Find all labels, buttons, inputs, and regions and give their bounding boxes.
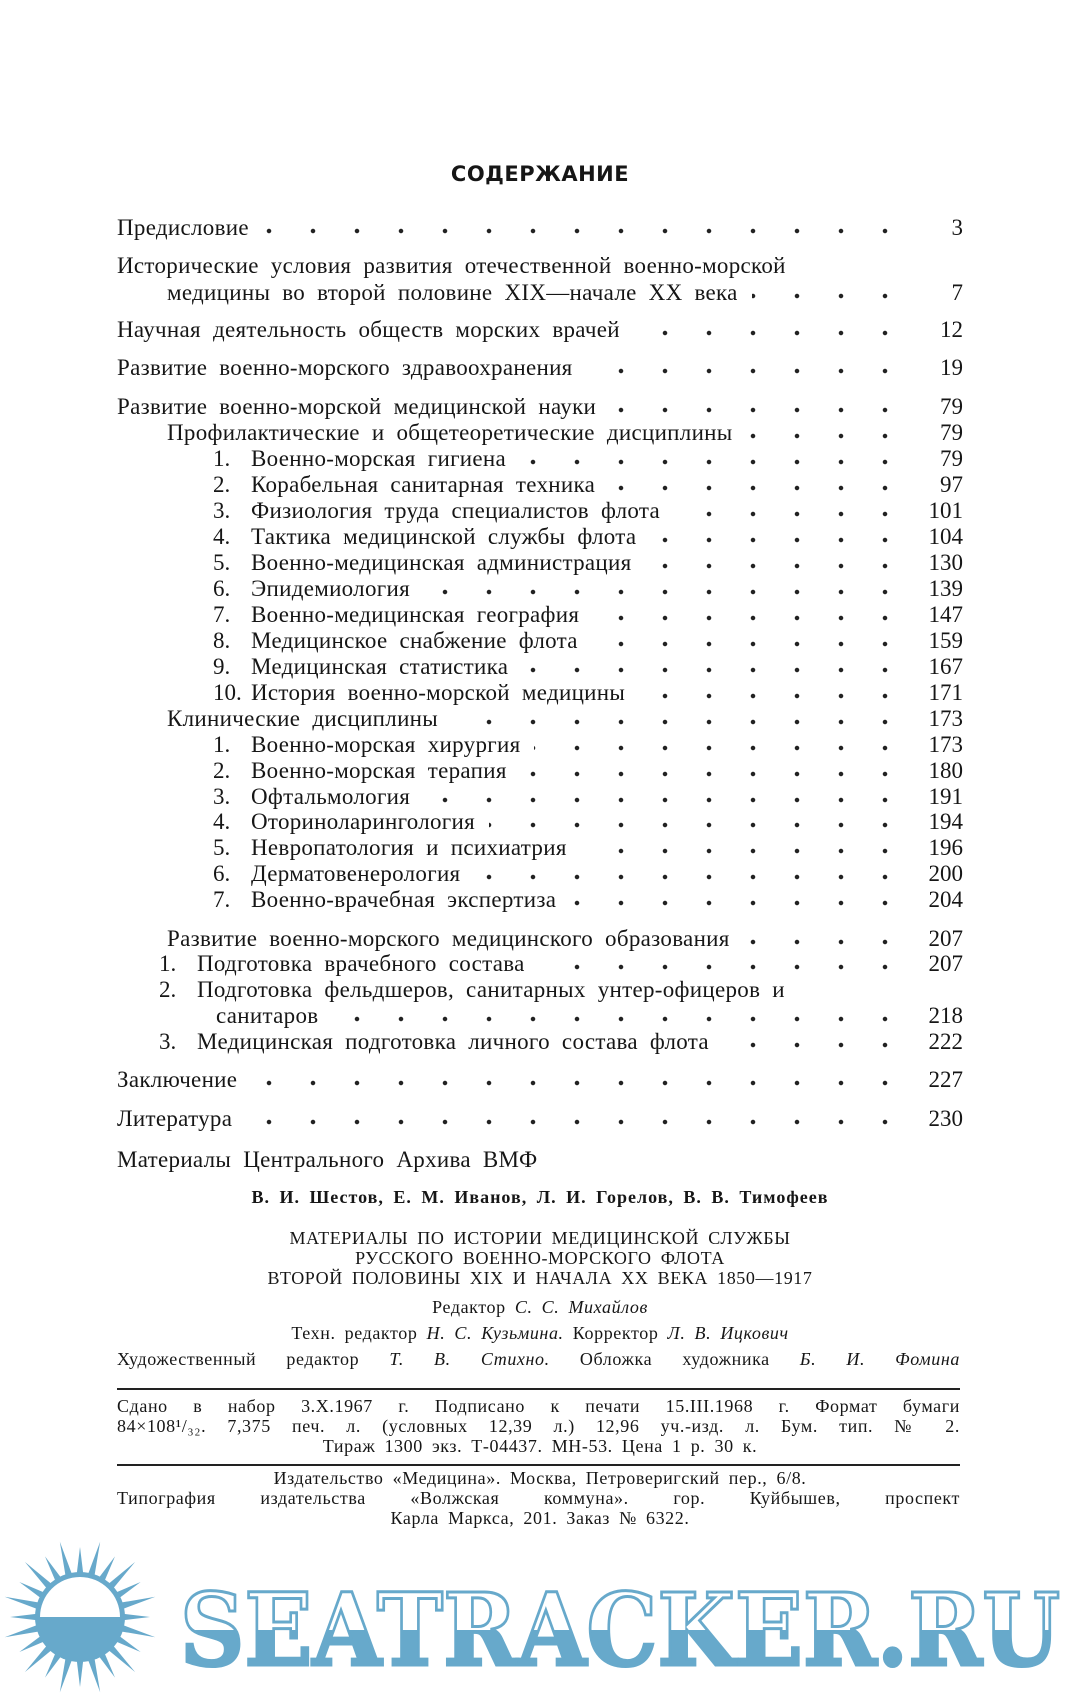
toc-entry <box>0 810 1080 834</box>
toc-entry-title: Военно-морская хирургия <box>251 732 521 757</box>
dot-leader <box>581 836 911 860</box>
dot-leader <box>332 1004 911 1028</box>
editor-line <box>0 1298 1080 1317</box>
toc-entry <box>0 681 1080 705</box>
dot-leader <box>587 356 911 380</box>
art-editor-line <box>117 1350 960 1369</box>
toc-entry <box>0 862 1080 886</box>
toc-entry <box>0 655 1080 679</box>
toc-entry-number: 6. <box>213 576 231 601</box>
dot-leader <box>646 551 911 575</box>
toc-entry-page: 7 <box>951 280 963 305</box>
toc-entry-title: медицины во второй половине XIX—начале XX века <box>167 280 738 305</box>
toc-entry-page: 159 <box>928 628 963 653</box>
dot-leader <box>570 888 911 912</box>
print-line: Тираж 1300 экз. Т-04437. МН-53. Цена 1 р. 30 к. <box>322 1436 758 1456</box>
dot-leader <box>539 952 911 976</box>
toc-entry-page: 191 <box>928 784 963 809</box>
toc-entry-page: 200 <box>928 861 963 886</box>
corrector-name: Л. В. Ицкович <box>667 1323 789 1343</box>
toc-entry-title: Научная деятельность обществ морских врачей <box>117 317 620 342</box>
toc-entry <box>0 927 1080 951</box>
toc-entry <box>0 888 1080 912</box>
seatracker-watermark <box>0 1535 1080 1695</box>
art-editor-name: Т. В. Стихно. <box>389 1349 550 1369</box>
toc-entry-title: Эпидемиология <box>251 576 410 601</box>
cover-label: Обложка художника <box>579 1349 770 1369</box>
toc-entry-title: Развитие военно-морского здравоохранения <box>117 355 573 380</box>
dot-leader <box>634 318 911 342</box>
toc-entry <box>0 577 1080 601</box>
toc-entry <box>0 978 1080 1002</box>
toc-entry-title: Корабельная санитарная техника <box>251 472 596 497</box>
toc-entry <box>0 356 1080 380</box>
toc-entry-page: 3 <box>951 215 963 240</box>
toc-title: СОДЕРЖАНИЕ <box>450 162 630 186</box>
toc-entry-page: 19 <box>940 355 963 380</box>
toc-entry-page: 79 <box>940 394 963 419</box>
toc-entry-title: Тактика медицинской службы флота <box>251 524 637 549</box>
toc-entry <box>0 254 1080 278</box>
toc-entry-number: 1. <box>159 951 177 976</box>
toc-entry <box>0 1030 1080 1054</box>
toc-entry-number: 4. <box>213 524 231 549</box>
toc-entry-number: 4. <box>213 809 231 834</box>
toc-entry-page: 130 <box>928 550 963 575</box>
toc-entry-title: Невропатология и психиатрия <box>251 835 567 860</box>
dot-leader <box>251 1068 911 1092</box>
book-title-line: ВТОРОЙ ПОЛОВИНЫ XIX И НАЧАЛА XX ВЕКА 1850—1917 <box>267 1268 813 1288</box>
art-editor-label: Художественный редактор <box>117 1349 360 1369</box>
toc-entry-title: Исторические условия развития отечественной военно-морской <box>117 253 786 278</box>
toc-entry-page: 218 <box>928 1003 963 1028</box>
toc-entry-page: 222 <box>928 1029 963 1054</box>
tech-editor-name: Н. С. Кузьмина. <box>426 1323 564 1343</box>
toc-entry-page: 173 <box>928 732 963 757</box>
dot-leader <box>424 577 911 601</box>
publisher-line: Типография издательства «Волжская коммуна». гор. Куйбышев, проспект <box>117 1488 960 1508</box>
toc-entry <box>0 216 1080 240</box>
watermark-text: SEATRACKER.RU <box>180 1571 1060 1689</box>
dot-leader <box>534 733 911 757</box>
corrector-label: Корректор <box>572 1323 659 1343</box>
toc-entry-page: 104 <box>928 524 963 549</box>
toc-entry-title: Дерматовенерология <box>251 861 461 886</box>
toc-entry <box>0 952 1080 976</box>
toc-entry-title: Подготовка врачебного состава <box>197 951 525 976</box>
toc-entry <box>0 447 1080 471</box>
toc-entry-page: 207 <box>928 951 963 976</box>
tech-editor-label: Техн. редактор <box>291 1323 418 1343</box>
toc-entry-title: Литература <box>117 1106 233 1131</box>
toc-entry-title: Офтальмология <box>251 784 411 809</box>
dot-leader <box>752 281 911 305</box>
sun-icon <box>5 1542 156 1693</box>
dot-leader <box>520 447 911 471</box>
toc-entry <box>0 836 1080 860</box>
toc-entry <box>0 1004 1080 1028</box>
toc-entry-title: Подготовка фельдшеров, санитарных унтер-офицеров и <box>197 977 785 1002</box>
cover-artist-name: Б. И. Фомина <box>799 1349 960 1369</box>
toc-entry <box>0 1107 1080 1131</box>
dot-leader <box>489 810 911 834</box>
dot-leader <box>609 473 911 497</box>
dot-leader <box>263 216 911 240</box>
toc-entry-title: Военно-медицинская география <box>251 602 580 627</box>
toc-entry-title: Развитие военно-морской медицинской науки <box>117 394 597 419</box>
toc-entry-number: 1. <box>213 446 231 471</box>
toc-entry-page: 139 <box>928 576 963 601</box>
toc-entry-page: 230 <box>928 1106 963 1131</box>
toc-entry-page: 194 <box>928 809 963 834</box>
toc-entry <box>0 318 1080 342</box>
toc-entry-title: Физиология труда специалистов флота <box>251 498 661 523</box>
publisher-line: Карла Маркса, 201. Заказ № 6322. <box>390 1508 690 1528</box>
toc-entry-page: 171 <box>928 680 963 705</box>
toc-entry-page: 173 <box>928 706 963 731</box>
toc-entry-page: 97 <box>940 472 963 497</box>
dot-leader <box>521 759 911 783</box>
print-line: Сдано в набор 3.X.1967 г. Подписано к печати 15.III.1968 г. Формат бумаги <box>117 1396 960 1416</box>
toc-entry-title: Заключение <box>117 1067 238 1092</box>
toc-entry-title: Предисловие <box>117 215 249 240</box>
toc-entry <box>0 785 1080 809</box>
dot-leader <box>723 1030 911 1054</box>
toc-entry-title: Медицинское снабжение флота <box>251 628 578 653</box>
toc-entry-number: 2. <box>213 758 231 783</box>
book-title-line: МАТЕРИАЛЫ ПО ИСТОРИИ МЕДИЦИНСКОЙ СЛУЖБЫ <box>289 1228 791 1248</box>
print-line: 84×108¹/₃₂. 7,375 печ. л. (условных 12,39 л.) 12,96 уч.-изд. л. Бум. тип. № 2. <box>117 1416 960 1436</box>
toc-entry-page: 196 <box>928 835 963 860</box>
toc-entry-number: 5. <box>213 835 231 860</box>
toc-entry-title: Развитие военно-морского медицинского образования <box>167 926 730 951</box>
toc-entry-title: Материалы Центрального Архива ВМФ <box>117 1147 538 1172</box>
authors: В. И. Шестов, Е. М. Иванов, Л. И. Горелов, В. В. Тимофеев <box>251 1187 829 1207</box>
toc-entry-number: 3. <box>159 1029 177 1054</box>
toc-entry <box>0 395 1080 419</box>
toc-entry <box>0 1068 1080 1092</box>
tech-editor-line <box>0 1324 1080 1343</box>
toc-entry-page: 204 <box>928 887 963 912</box>
toc-entry-page: 101 <box>928 498 963 523</box>
toc-entry <box>0 603 1080 627</box>
toc-entry-page: 79 <box>940 446 963 471</box>
toc-entry-number: 1. <box>213 732 231 757</box>
toc-entry-title: санитаров <box>216 1003 319 1028</box>
dot-leader <box>592 629 911 653</box>
dot-leader <box>610 395 911 419</box>
toc-entry-page: 227 <box>928 1067 963 1092</box>
toc-entry <box>0 525 1080 549</box>
dot-leader <box>747 421 911 445</box>
toc-entry-title: Медицинская подготовка личного состава флота <box>197 1029 709 1054</box>
toc-entry <box>0 707 1080 731</box>
toc-entry <box>0 551 1080 575</box>
toc-entry <box>0 759 1080 783</box>
toc-entry-title: Военно-морская терапия <box>251 758 507 783</box>
toc-entry <box>0 281 1080 305</box>
toc-entry <box>0 733 1080 757</box>
dot-leader <box>639 681 911 705</box>
dot-leader <box>593 603 911 627</box>
dot-leader <box>674 499 911 523</box>
editor-name: С. С. Михайлов <box>514 1297 648 1317</box>
toc-entry-title: Оториноларингология <box>251 809 476 834</box>
dot-leader <box>650 525 911 549</box>
toc-entry <box>0 1148 1080 1172</box>
toc-entry-title: Профилактические и общетеоретические дисциплины <box>167 420 733 445</box>
dot-leader <box>474 862 911 886</box>
toc-entry <box>0 629 1080 653</box>
toc-entry-page: 167 <box>928 654 963 679</box>
dot-leader <box>744 927 911 951</box>
toc-entry-number: 6. <box>213 861 231 886</box>
divider <box>117 1388 960 1390</box>
dot-leader <box>424 785 911 809</box>
toc-entry <box>0 499 1080 523</box>
toc-entry-number: 9. <box>213 654 231 679</box>
dot-leader <box>452 707 911 731</box>
toc-entry-page: 79 <box>940 420 963 445</box>
toc-entry-title: Медицинская статистика <box>251 654 509 679</box>
toc-entry-number: 2. <box>159 977 177 1002</box>
toc-entry-title: Военно-морская гигиена <box>251 446 507 471</box>
toc-entry <box>0 421 1080 445</box>
toc-entry-number: 7. <box>213 887 231 912</box>
dot-leader <box>246 1107 911 1131</box>
toc-entry <box>0 473 1080 497</box>
toc-entry-page: 180 <box>928 758 963 783</box>
toc-entry-number: 3. <box>213 498 231 523</box>
toc-entry-page: 147 <box>928 602 963 627</box>
toc-entry-title: История военно-морской медицины <box>251 680 626 705</box>
dot-leader <box>522 655 911 679</box>
toc-entry-number: 8. <box>213 628 231 653</box>
toc-entry-number: 2. <box>213 472 231 497</box>
toc-entry-title: Клинические дисциплины <box>167 706 439 731</box>
toc-entry-number: 5. <box>213 550 231 575</box>
divider <box>117 1464 960 1466</box>
book-title-line: РУССКОГО ВОЕННО-МОРСКОГО ФЛОТА <box>355 1248 725 1268</box>
toc-entry-number: 7. <box>213 602 231 627</box>
toc-entry-page: 207 <box>928 926 963 951</box>
toc-entry-number: 3. <box>213 784 231 809</box>
toc-entry-page: 12 <box>940 317 963 342</box>
editor-label: Редактор <box>432 1297 506 1317</box>
toc-entry-title: Военно-врачебная экспертиза <box>251 887 557 912</box>
publisher-line: Издательство «Медицина». Москва, Петроверигский пер., 6/8. <box>273 1468 807 1488</box>
toc-entry-number: 10. <box>213 680 242 705</box>
toc-entry-title: Военно-медицинская администрация <box>251 550 632 575</box>
